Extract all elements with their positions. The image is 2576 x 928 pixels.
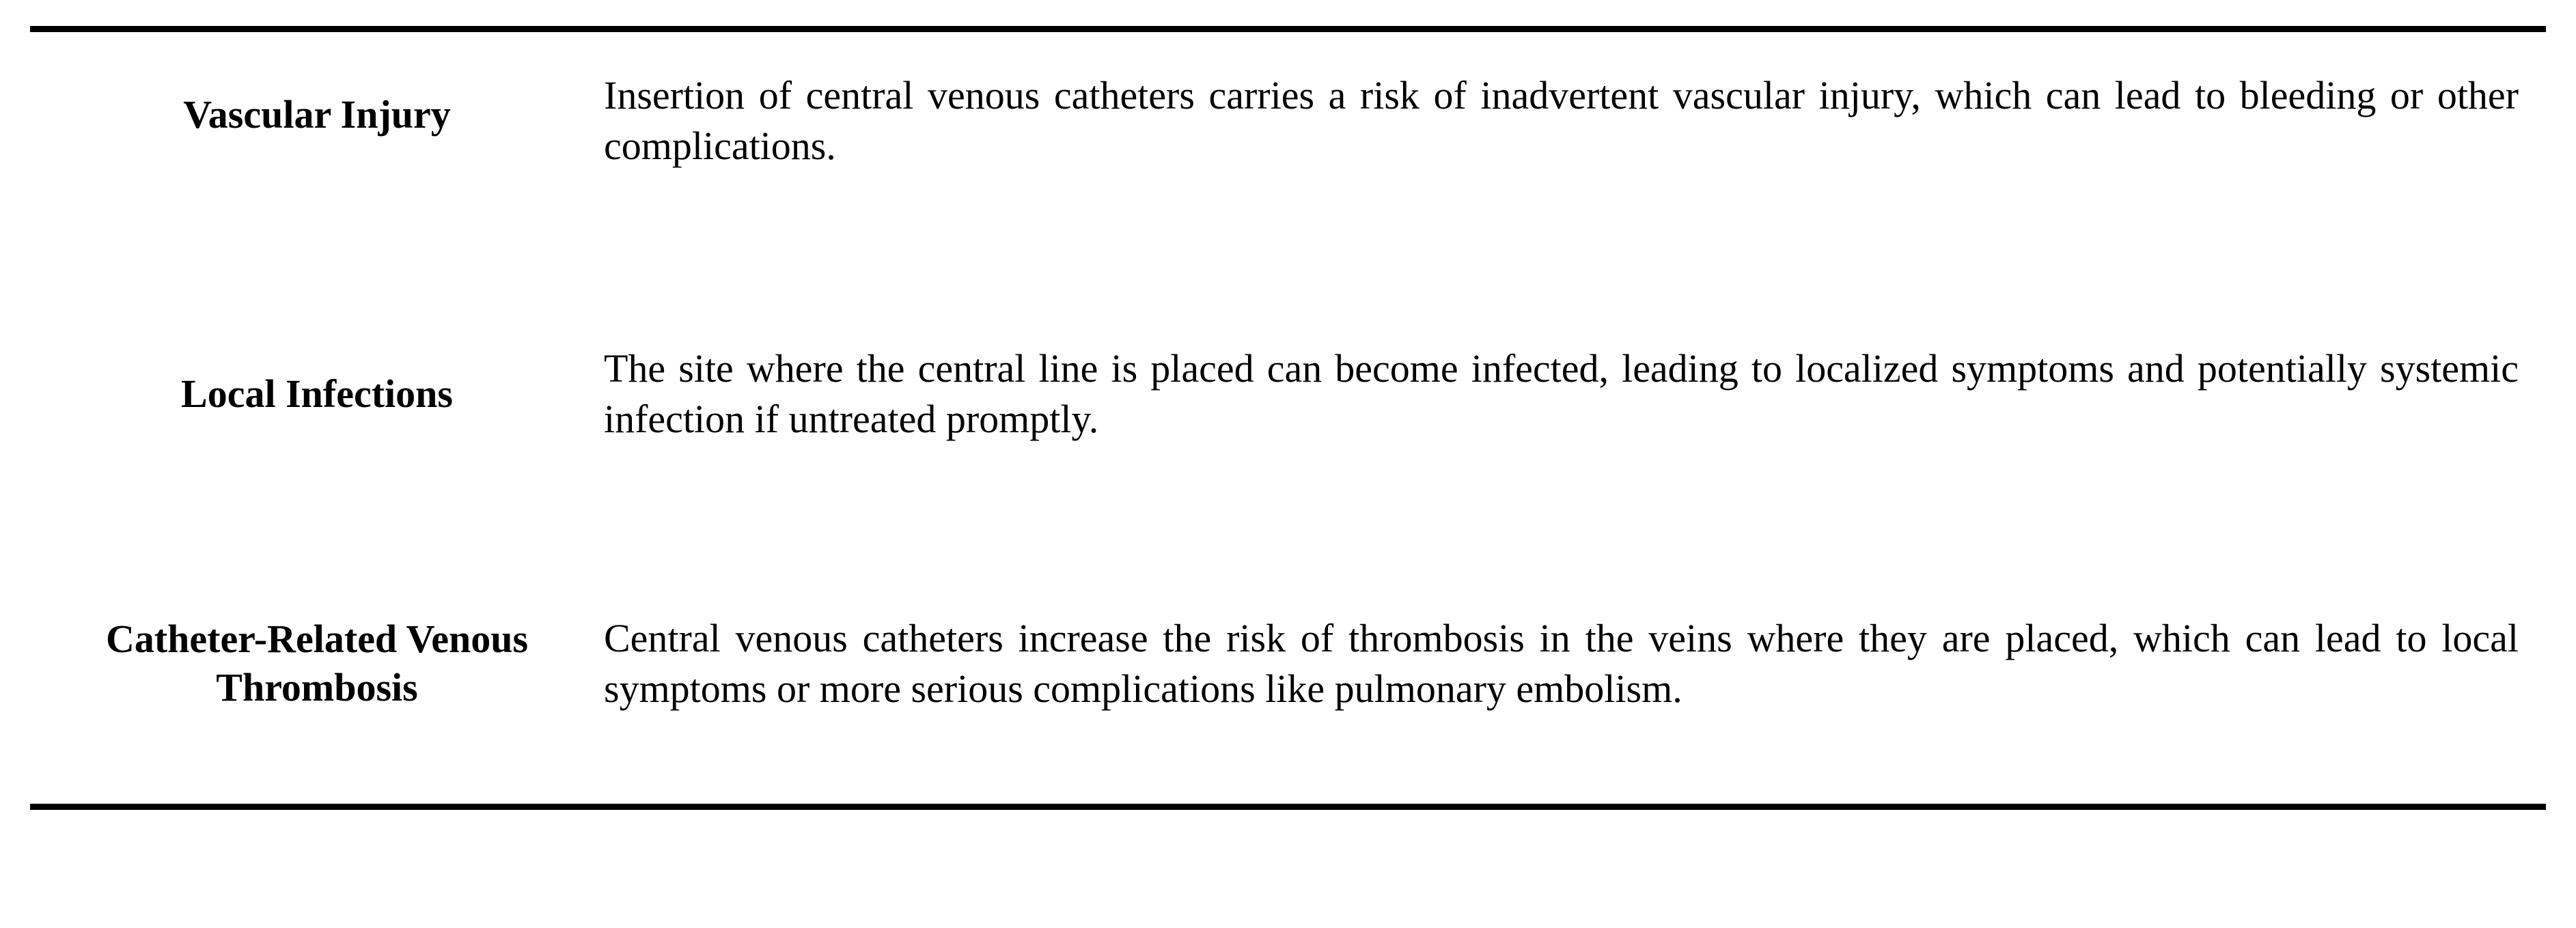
row-description: The site where the central line is placed can become infected, leading to localized symptoms and potentially systemic infection if untreated promptly. — [604, 346, 2519, 441]
row-term: Catheter-Related Venous Thrombosis — [105, 617, 529, 709]
document-table-container — [0, 26, 2576, 810]
table-row — [30, 32, 2546, 257]
table-row — [30, 257, 2546, 531]
table-row — [30, 531, 2546, 804]
table-top-border — [30, 26, 2546, 32]
row-term: Vascular Injury — [183, 92, 451, 137]
row-term: Local Infections — [181, 371, 453, 416]
row-description: Central venous catheters increase the risk of thrombosis in the veins where they are placed, which can lead to local symptoms or more serious complications like pulmonary embolism. — [604, 616, 2519, 711]
table-bottom-border — [30, 804, 2546, 810]
row-description: Insertion of central venous catheters carries a risk of inadvertent vascular injury, which can lead to bleeding or other complications. — [604, 73, 2519, 168]
complications-table — [30, 32, 2546, 804]
